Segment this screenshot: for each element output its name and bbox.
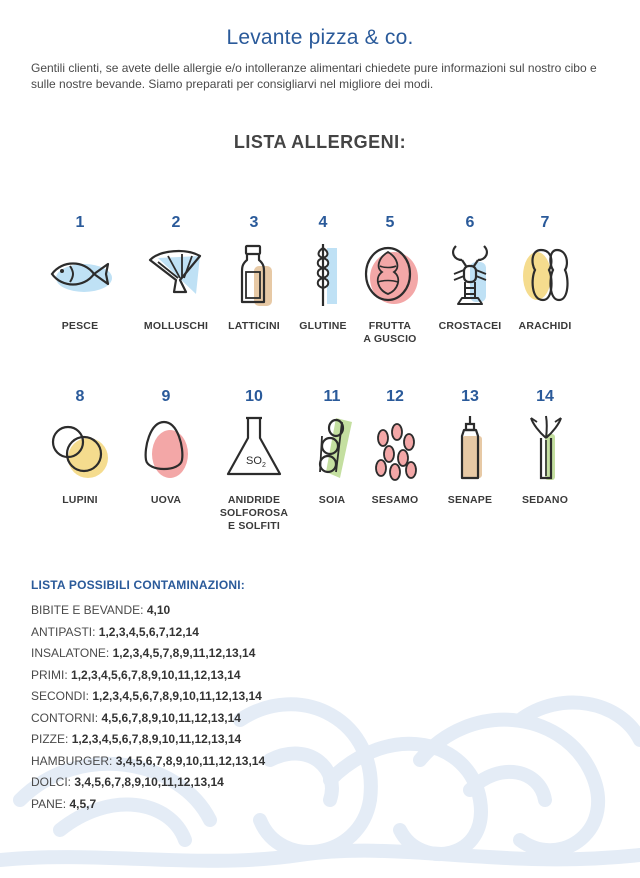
allergen-number: 11 [323,388,341,405]
allergen-2 [134,212,218,333]
allergen-name: PESCE [61,320,99,332]
peanut-icon [509,238,581,310]
contamination-row: PRIMI: 1,2,3,4,5,6,7,8,9,10,11,12,13,14 [31,667,241,682]
contamination-list [31,600,265,815]
allergen-number: 6 [465,214,475,231]
allergen-10 [212,386,296,533]
egg-icon [130,412,202,484]
allergen-number: 7 [540,214,550,231]
allergen-number: 4 [318,214,328,231]
page-title: Levante pizza & co. [226,26,414,49]
allergen-5 [348,212,432,346]
allergen-name: ARACHIDI [518,320,572,332]
allergen-name: ANIDRIDE SOLFOROSA E SOLFITI [219,494,289,532]
allergen-number: 10 [245,388,263,405]
allergen-number: 3 [249,214,259,231]
allergen-14 [503,386,587,507]
svg-text:2: 2 [262,462,266,469]
shell-icon [140,238,212,310]
sesame-icon [359,412,431,484]
allergen-name: SESAMO [371,494,419,506]
allergen-number: 14 [536,388,554,405]
milk-bottle-icon [218,238,290,310]
allergen-name: MOLLUSCHI [143,320,209,332]
lobster-icon [434,238,506,310]
flask-icon [218,412,290,484]
lupin-icon [44,412,116,484]
contamination-row: HAMBURGER: 3,4,5,6,7,8,9,10,11,12,13,14 [31,753,266,768]
contamination-row: BIBITE E BEVANDE: 4,10 [31,603,171,617]
allergen-name: GLUTINE [299,320,347,332]
allergen-name: SEDANO [521,494,569,506]
allergen-6 [428,212,512,333]
contamination-row: INSALATONE: 1,2,3,4,5,7,8,9,11,12,13,14 [31,646,256,660]
walnut-icon [354,238,426,310]
contamination-row: ANTIPASTI: 1,2,3,4,5,6,7,12,14 [31,624,199,639]
contamination-row: DOLCI: 3,4,5,6,7,8,9,10,11,12,13,14 [31,775,224,789]
allergen-name: LUPINI [62,494,98,506]
allergen-name: UOVA [150,494,182,506]
allergen-number: 8 [75,388,85,405]
allergens-title: LISTA ALLERGENI: [233,132,407,152]
celery-icon [509,412,581,484]
allergen-number: 13 [461,388,479,405]
allergen-number: 12 [386,388,404,405]
allergen-7 [503,212,587,333]
contamination-row: PANE: 4,5,7 [31,796,97,811]
allergen-number: 9 [161,388,171,405]
intro-text: Gentili clienti, se avete delle allergie e/o intolleranze alimentari chiedete pure informazioni sul nostro cibo e sulle nostre bevande. Siamo preparati per consigliarvi nel migliore dei modi. [31,61,597,91]
mustard-bottle-icon [434,412,506,484]
allergen-number: 5 [385,214,395,231]
allergen-12 [353,386,437,507]
allergen-name: LATTICINI [228,320,280,332]
allergen-13 [428,386,512,507]
allergen-number: 1 [75,214,85,231]
contamination-row: SECONDI: 1,2,3,4,5,6,7,8,9,10,11,12,13,14 [31,689,262,703]
allergen-name: FRUTTA A GUSCIO [363,320,417,345]
allergen-1 [38,212,122,333]
contamination-row: CONTORNI: 4,5,6,7,8,9,10,11,12,13,14 [31,710,241,725]
allergen-name: SENAPE [447,494,493,506]
allergen-name: SOIA [318,494,346,506]
allergen-8 [38,386,122,507]
contamination-title: LISTA POSSIBILI CONTAMINAZIONI: [31,578,245,592]
allergen-number: 2 [171,214,181,231]
allergen-9 [124,386,208,507]
allergen-name: CROSTACEI [438,320,502,332]
fish-icon [44,238,116,310]
svg-text:SO: SO [246,455,262,467]
contamination-row: PIZZE: 1,2,3,4,5,6,7,8,9,10,11,12,13,14 [31,732,242,746]
